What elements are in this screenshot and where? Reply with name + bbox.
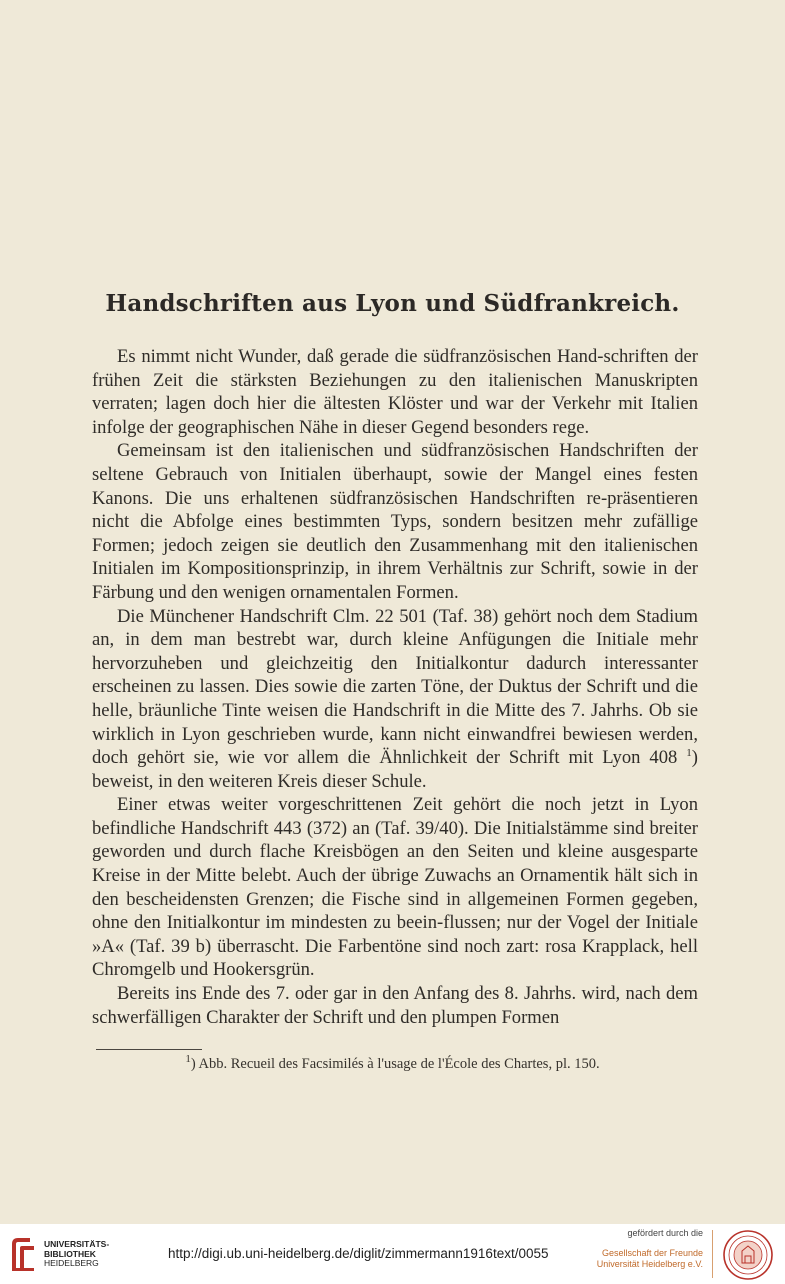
footer-divider [712,1230,713,1278]
footer-bar [0,1224,785,1284]
permalink-url[interactable]: http://digi.ub.uni-heidelberg.de/diglit/zimmermann1916text/0055 [168,1246,549,1261]
library-name [44,1240,109,1269]
body-text [92,345,698,1029]
library-logo-icon[interactable] [8,1234,38,1272]
university-seal-icon[interactable] [722,1229,774,1281]
footnote-mark: 1 [185,1053,191,1066]
footnote-reference[interactable]: 1 [686,746,692,759]
sponsor-name-line-2[interactable]: Universität Heidelberg e.V. [596,1259,703,1269]
library-name-line-2: BIBLIOTHEK [44,1248,96,1259]
paragraph-3-text: Die Münchener Handschrift Clm. 22 501 (Taf. 38) gehört noch dem Stadium an, in dem man bestrebt war, durch kleine Anfügungen die Initiale mehr hervorzuheben und gleichzeitig den Initialkontur dadurch interessanter erscheinen zu lassen. Dies sowie die zarten Töne, der Duktus der Schrift und die helle, bräunliche Tinte weisen die Handschrift in die Mitte des 7. Jahrhs. Ob sie wirklich in Lyon geschrieben wurde, kann nicht einwandfrei bewiesen werden, doch gehört sie, wie vor allem die Ähnlichkeit der Schrift mit Lyon 408 [92,605,698,769]
chapter-heading: Handschriften aus Lyon und Südfrankreich. [105,290,680,317]
footnote-text: ) Abb. Recueil des Facsimilés à l'usage de l'École des Chartes, pl. 150. [190,1056,600,1072]
sponsor-lead: gefördert durch die [627,1228,703,1238]
footnote-divider [96,1049,202,1050]
paragraph-4: Einer etwas weiter vorgeschrittenen Zeit gehört die noch jetzt in Lyon befindliche Handschrift 443 (372) an (Taf. 39/40). Die Initialstämme sind breiter geworden und durch flache Kreisbögen an den Seiten und kleine ausgesparte Kreise in der Mitte belebt. Auch der übrige Zuwachs an Ornamentik hält sich in den bescheidensten Grenzen; die Fische sind in allgemeinen Formen gegeben, ohne den Initialkontur im mindesten zu beein-flussen; nur der Vogel der Initiale »A« (Taf. 39 b) überrascht. Die Farbentöne sind noch zart: rosa Krapplack, hell Chromgelb und Hookersgrün. [92,794,698,981]
library-name-line-3: HEIDELBERG [44,1258,99,1268]
paragraph-1: Es nimmt nicht Wunder, daß gerade die südfranzösischen Hand-schriften der frühen Zeit die stärksten Beziehungen zu den italienischen Manuskripten verraten; lagen doch hier die ältesten Klöster und war der Verkehr mit Italien infolge der geographischen Nähe in dieser Gegend besonders rege. [92,346,698,438]
paragraph-3 [92,605,698,794]
paragraph-5: Bereits ins Ende des 7. oder gar in den Anfang des 8. Jahrhs. wird, nach dem schwerfälligen Charakter der Schrift und den plumpen Formen [92,983,698,1028]
footnote [0,1053,785,1073]
library-name-line-1: UNIVERSITÄTS- [44,1239,110,1249]
sponsor-name-line-1[interactable]: Gesellschaft der Freunde [601,1247,703,1258]
paragraph-2: Gemeinsam ist den italienischen und südfranzösischen Handschriften der seltene Gebrauch von Initialen überhaupt, sowie der Mangel eines festen Kanons. Die uns erhaltenen südfranzösischen Handschriften re-präsentieren nicht die Abfolge eines bestimmten Typs, sondern besitzen mehr zufällige Formen; jedoch zeigen sie deutlich den Zusammenhang mit den italienischen Initialen im Kompositionsprinzip, in ihrem Verhältnis zur Schrift, sowie in der Färbung und den wenigen ornamentalen Formen. [92,440,698,603]
sponsor-note [597,1228,703,1271]
paragraph-3-text-end: ) beweist, in den weiteren Kreis dieser Schule. [92,747,698,792]
